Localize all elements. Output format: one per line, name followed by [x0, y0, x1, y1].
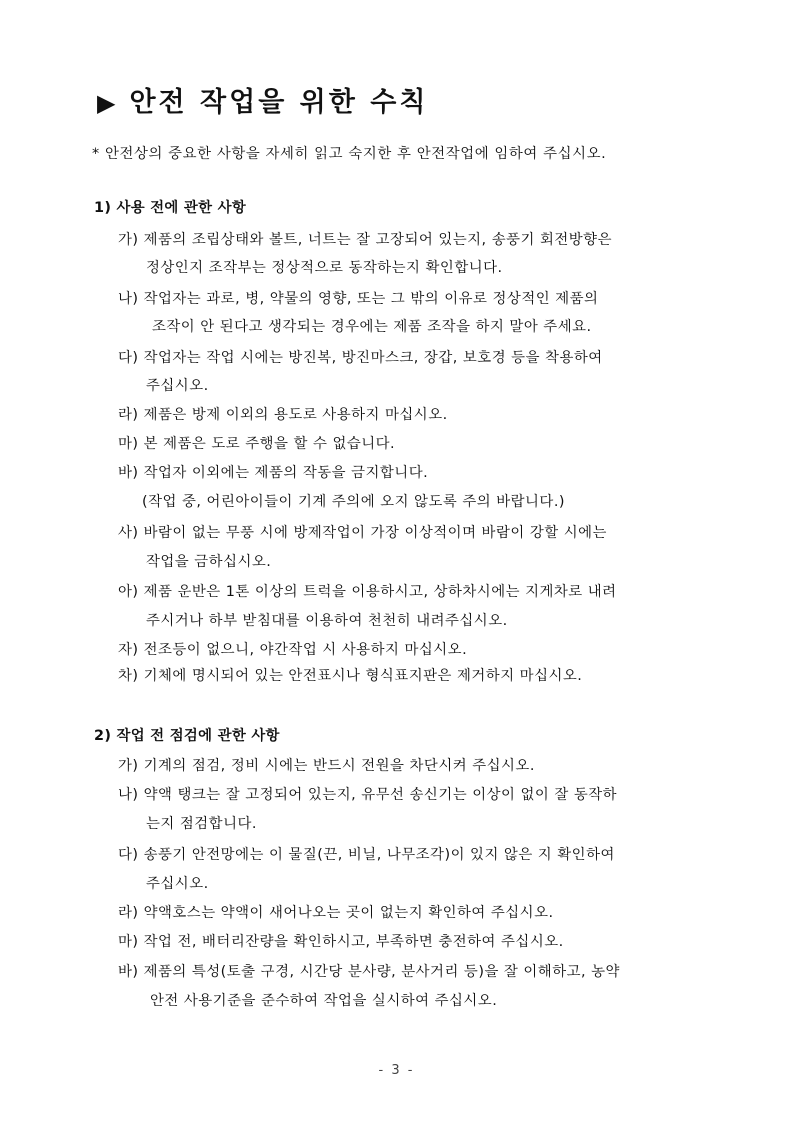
list-item-continuation: 안전 사용기준을 준수하여 작업을 실시하여 주십시오. [150, 993, 498, 1009]
list-item: 바) 제품의 특성(토출 구경, 시간당 분사량, 분사거리 등)을 잘 이해하고, 농약 [118, 964, 620, 980]
list-item-continuation: 는지 점검합니다. [146, 816, 257, 832]
list-item: 가) 제품의 조립상태와 볼트, 너트는 잘 고장되어 있는지, 송풍기 회전방향은 [118, 232, 612, 248]
list-item-continuation: 조작이 안 된다고 생각되는 경우에는 제품 조작을 하지 말아 주세요. [152, 319, 592, 335]
list-item-continuation: 정상인지 조작부는 정상적으로 동작하는지 확인합니다. [146, 260, 503, 276]
list-item: 마) 본 제품은 도로 주행을 할 수 없습니다. [118, 436, 396, 452]
safety-notice: * 안전상의 중요한 사항을 자세히 읽고 숙지한 후 안전작업에 임하여 주십시오. [92, 146, 607, 162]
section-1-heading: 1) 사용 전에 관한 사항 [94, 200, 247, 216]
list-item: 라) 제품은 방제 이외의 용도로 사용하지 마십시오. [118, 407, 448, 423]
list-item-continuation: 주시거나 하부 받침대를 이용하여 천천히 내려주십시오. [146, 613, 508, 629]
list-item-continuation: 주십시오. [146, 876, 209, 892]
list-item: 자) 전조등이 없으니, 야간작업 시 사용하지 마십시오. [118, 642, 468, 658]
list-item: 사) 바람이 없는 무풍 시에 방제작업이 가장 이상적이며 바람이 강할 시에는 [118, 525, 607, 541]
page-title-text: 안전 작업을 위한 수칙 [129, 87, 429, 118]
list-item: 다) 작업자는 작업 시에는 방진복, 방진마스크, 장갑, 보호경 등을 착용하여 [118, 350, 603, 366]
list-item: 나) 약액 탱크는 잘 고정되어 있는지, 유무선 송신기는 이상이 없이 잘 동작하 [118, 787, 618, 803]
list-item: 차) 기체에 명시되어 있는 안전표시나 형식표지판은 제거하지 마십시오. [118, 668, 583, 684]
page-number: - 3 - [378, 1063, 415, 1078]
list-item-continuation: 주십시오. [146, 378, 209, 394]
triangle-marker-icon: ▶ [97, 89, 116, 117]
list-item: 나) 작업자는 과로, 병, 약물의 영향, 또는 그 밖의 이유로 정상적인 제품의 [118, 291, 599, 307]
list-item-continuation: 작업을 금하십시오. [146, 554, 272, 570]
list-item-note: (작업 중, 어린아이들이 기계 주의에 오지 않도록 주의 바랍니다.) [142, 494, 566, 510]
list-item: 다) 송풍기 안전망에는 이 물질(끈, 비닐, 나무조각)이 있지 않은 지 확인하여 [118, 847, 615, 863]
list-item: 바) 작업자 이외에는 제품의 작동을 금지합니다. [118, 465, 429, 481]
section-2-heading: 2) 작업 전 점검에 관한 사항 [94, 728, 280, 744]
page-title [97, 80, 428, 119]
list-item: 라) 약액호스는 약액이 새어나오는 곳이 없는지 확인하여 주십시오. [118, 905, 554, 921]
list-item: 아) 제품 운반은 1톤 이상의 트럭을 이용하시고, 상하차시에는 지게차로 내려 [118, 584, 617, 600]
list-item: 가) 기계의 점검, 정비 시에는 반드시 전원을 차단시켜 주십시오. [118, 758, 535, 774]
list-item: 마) 작업 전, 배터리잔량을 확인하시고, 부족하면 충전하여 주십시오. [118, 934, 564, 950]
